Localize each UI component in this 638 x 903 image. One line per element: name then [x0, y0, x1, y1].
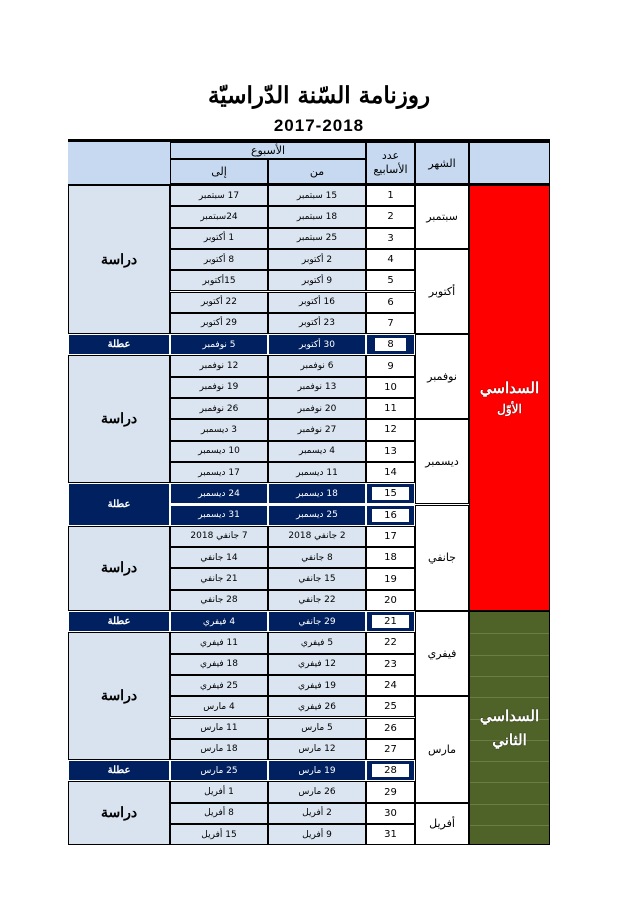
week-number-value: 2 — [387, 211, 394, 223]
week-number — [366, 483, 415, 504]
month-cell: جانفي — [415, 505, 469, 612]
week-number-value: 5 — [387, 275, 394, 287]
semester-row-line — [470, 655, 549, 656]
week-to-date: 17 سبتمبر — [170, 185, 268, 206]
status-study: دراسة — [68, 355, 170, 483]
week-number — [366, 696, 415, 717]
week-number-value: 12 — [384, 424, 397, 436]
week-from-date: 18 ديسمبر — [268, 483, 366, 504]
week-number — [366, 249, 415, 270]
week-to-date: 5 نوفمبر — [170, 334, 268, 355]
week-to-date: 19 نوفمبر — [170, 377, 268, 398]
week-number-value: 13 — [384, 445, 397, 457]
week-number — [366, 334, 415, 355]
week-number-value: 3 — [387, 232, 394, 244]
week-number — [366, 803, 415, 824]
semester-row-line — [470, 825, 549, 826]
semester-row-line — [470, 633, 549, 634]
week-to-date: 17 ديسمبر — [170, 462, 268, 483]
semester-row-line — [470, 804, 549, 805]
week-number — [366, 632, 415, 653]
week-number-value: 24 — [384, 680, 397, 692]
week-from-date: 23 أكتوبر — [268, 313, 366, 334]
week-number — [366, 781, 415, 802]
week-from-date: 2 أكتوبر — [268, 249, 366, 270]
week-number-value: 20 — [384, 594, 397, 606]
week-from-date: 19 مارس — [268, 760, 366, 781]
week-from-date: 18 سبتمبر — [268, 206, 366, 227]
week-to-date: 26 نوفمبر — [170, 398, 268, 419]
week-to-date: 4 فيفري — [170, 611, 268, 632]
status-holiday: عطلة — [68, 611, 170, 632]
month-cell: سبتمبر — [415, 185, 469, 249]
week-from-date: 25 سبتمبر — [268, 228, 366, 249]
week-to-date: 10 ديسمبر — [170, 441, 268, 462]
week-from-date: 6 نوفمبر — [268, 355, 366, 376]
week-to-date: 12 نوفمبر — [170, 355, 268, 376]
week-from-date: 26 فيفري — [268, 696, 366, 717]
week-from-date: 5 فيفري — [268, 632, 366, 653]
week-number — [366, 292, 415, 313]
status-holiday: عطلة — [68, 483, 170, 526]
week-to-date: 7 جانفي 2018 — [170, 526, 268, 547]
week-number-value: 28 — [372, 764, 409, 777]
week-number — [366, 206, 415, 227]
school-year: 2017-2018 — [273, 116, 365, 135]
month-cell: ديسمبر — [415, 419, 469, 504]
week-number — [366, 441, 415, 462]
week-to-date: 29 أكتوبر — [170, 313, 268, 334]
semester-row-line — [470, 782, 549, 783]
week-to-date: 3 ديسمبر — [170, 419, 268, 440]
week-from-date: 16 أكتوبر — [268, 292, 366, 313]
week-number-value: 16 — [372, 509, 409, 522]
week-number — [366, 590, 415, 611]
page-title: روزنامة السّنة الدّراسيّة — [207, 82, 431, 109]
status-study: دراسة — [68, 632, 170, 760]
week-number — [366, 760, 415, 781]
week-from-date: 8 جانفي — [268, 547, 366, 568]
week-to-date: 24سبتمبر — [170, 206, 268, 227]
week-number-value: 6 — [387, 296, 394, 308]
week-from-date: 30 أكتوبر — [268, 334, 366, 355]
week-to-date: 21 جانفي — [170, 568, 268, 589]
week-number — [366, 270, 415, 291]
header-to: إلى — [170, 159, 268, 184]
week-number-value: 31 — [384, 829, 397, 841]
week-from-date: 9 أكتوبر — [268, 270, 366, 291]
week-number-value: 29 — [384, 786, 397, 798]
week-number — [366, 185, 415, 206]
week-to-date: 25 فيفري — [170, 675, 268, 696]
week-number — [366, 419, 415, 440]
week-from-date: 11 ديسمبر — [268, 462, 366, 483]
week-number — [366, 654, 415, 675]
week-to-date: 4 مارس — [170, 696, 268, 717]
week-to-date: 8 أكتوبر — [170, 249, 268, 270]
week-number-value: 14 — [384, 467, 397, 479]
week-number — [366, 675, 415, 696]
status-study: دراسة — [68, 526, 170, 611]
week-number — [366, 505, 415, 526]
week-number-value: 11 — [384, 403, 397, 415]
week-from-date: 2 جانفي 2018 — [268, 526, 366, 547]
week-number — [366, 377, 415, 398]
week-number — [366, 568, 415, 589]
semester-1 — [469, 185, 550, 611]
week-number-value: 22 — [384, 637, 397, 649]
status-holiday: عطلة — [68, 760, 170, 781]
week-to-date: 14 جانفي — [170, 547, 268, 568]
week-number — [366, 718, 415, 739]
week-number-value: 25 — [384, 701, 397, 713]
week-number-value: 30 — [384, 807, 397, 819]
week-from-date: 29 جانفي — [268, 611, 366, 632]
semester-label: السداسي — [479, 707, 540, 726]
week-from-date: 15 سبتمبر — [268, 185, 366, 206]
week-number-value: 23 — [384, 658, 397, 670]
week-to-date: 24 ديسمبر — [170, 483, 268, 504]
header-semester-blank — [469, 142, 550, 184]
week-from-date: 20 نوفمبر — [268, 398, 366, 419]
week-number-value: 9 — [387, 360, 394, 372]
month-cell: أكتوبر — [415, 249, 469, 334]
week-from-date: 12 مارس — [268, 739, 366, 760]
week-from-date: 2 أفريل — [268, 803, 366, 824]
week-to-date: 25 مارس — [170, 760, 268, 781]
semester-row-line — [470, 761, 549, 762]
week-number-value: 1 — [387, 190, 394, 202]
semester-ordinal: الأوّل — [497, 402, 522, 417]
week-from-date: 12 فيفري — [268, 654, 366, 675]
week-number-value: 4 — [387, 254, 394, 266]
status-holiday: عطلة — [68, 334, 170, 355]
week-to-date: 31 ديسمبر — [170, 505, 268, 526]
week-from-date: 25 ديسمبر — [268, 505, 366, 526]
month-cell: فيفري — [415, 611, 469, 696]
week-from-date: 26 مارس — [268, 781, 366, 802]
week-from-date: 27 نوفمبر — [268, 419, 366, 440]
status-study: دراسة — [68, 185, 170, 334]
week-number — [366, 547, 415, 568]
month-cell: نوفمبر — [415, 334, 469, 419]
week-from-date: 13 نوفمبر — [268, 377, 366, 398]
week-to-date: 28 جانفي — [170, 590, 268, 611]
week-to-date: 15 أفريل — [170, 824, 268, 845]
week-number-value: 21 — [372, 615, 409, 628]
week-from-date: 19 فيفري — [268, 675, 366, 696]
week-number — [366, 739, 415, 760]
week-number-value: 18 — [384, 552, 397, 564]
week-from-date: 5 مارس — [268, 718, 366, 739]
week-from-date: 4 ديسمبر — [268, 441, 366, 462]
week-number — [366, 611, 415, 632]
week-to-date: 8 أفريل — [170, 803, 268, 824]
semester-ordinal: الثاني — [492, 731, 527, 750]
header-week-count: عدد الأسابيع — [366, 142, 415, 184]
month-cell: مارس — [415, 696, 469, 803]
week-to-date: 15أكتوبر — [170, 270, 268, 291]
week-number-value: 27 — [384, 743, 397, 755]
week-number-value: 8 — [375, 338, 405, 351]
week-number-value: 26 — [384, 722, 397, 734]
week-from-date: 15 جانفي — [268, 568, 366, 589]
status-study: دراسة — [68, 781, 170, 845]
semester-row-line — [470, 697, 549, 698]
week-to-date: 22 أكتوبر — [170, 292, 268, 313]
header-from: من — [268, 159, 366, 184]
month-cell: أفريل — [415, 803, 469, 846]
semester-row-line — [470, 676, 549, 677]
week-number — [366, 398, 415, 419]
week-number — [366, 462, 415, 483]
semester-2 — [469, 611, 550, 845]
week-number — [366, 228, 415, 249]
week-from-date: 9 أفريل — [268, 824, 366, 845]
calendar-table — [68, 139, 550, 841]
semester-label: السداسي — [479, 379, 540, 398]
week-to-date: 11 مارس — [170, 718, 268, 739]
week-to-date: 18 مارس — [170, 739, 268, 760]
week-number — [366, 526, 415, 547]
week-to-date: 18 فيفري — [170, 654, 268, 675]
week-to-date: 1 أفريل — [170, 781, 268, 802]
week-number-value: 15 — [372, 487, 409, 500]
week-to-date: 1 أكتوبر — [170, 228, 268, 249]
week-from-date: 22 جانفي — [268, 590, 366, 611]
week-number — [366, 824, 415, 845]
header-week: الأسبوع — [170, 142, 366, 159]
week-number-value: 10 — [384, 381, 397, 393]
week-to-date: 11 فيفري — [170, 632, 268, 653]
week-number-value: 7 — [387, 317, 394, 329]
week-number — [366, 355, 415, 376]
header-month: الشهر — [415, 142, 469, 184]
week-number-value: 19 — [384, 573, 397, 585]
week-number — [366, 313, 415, 334]
week-number-value: 17 — [384, 530, 397, 542]
